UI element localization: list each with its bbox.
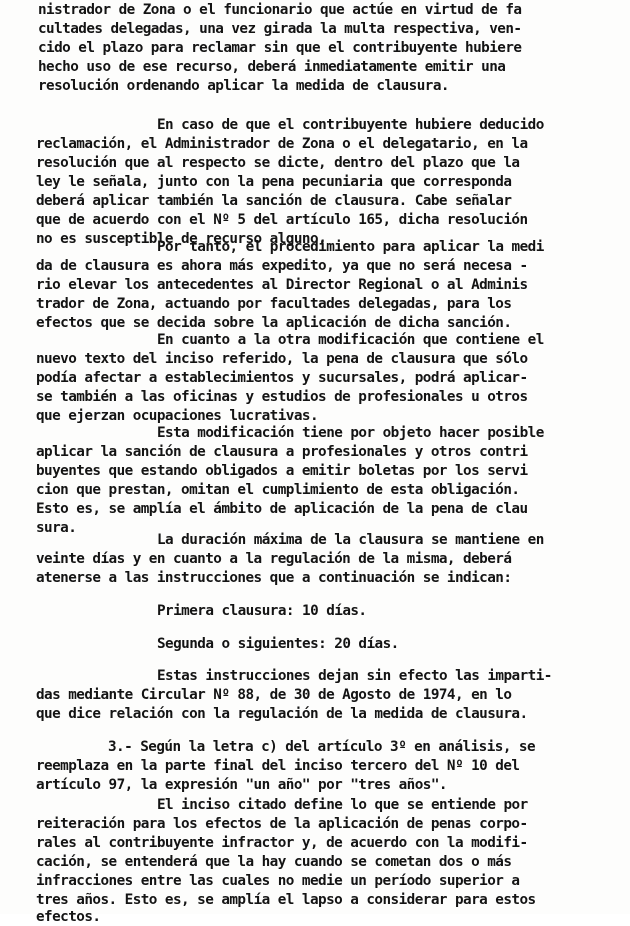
text-line: cido el plazo para reclamar sin que el contribuyente hubiere	[38, 40, 522, 56]
text-line: cultades delegadas, una vez girada la multa respectiva, ven-	[38, 21, 522, 37]
text-line: se también a las oficinas y estudios de profesionales u otros	[36, 389, 528, 405]
text-line: tres años. Esto es, se amplía el lapso a considerar para estos	[36, 892, 536, 908]
text-line: 3.- Según la letra c) del artículo 3º en análisis, se	[108, 739, 536, 755]
text-line: En cuanto a la otra modificación que contiene el	[157, 332, 544, 348]
text-line: da de clausura es ahora más expedito, ya que no será necesa -	[36, 258, 528, 274]
text-line: Primera clausura: 10 días.	[157, 603, 367, 619]
text-line: Segunda o siguientes: 20 días.	[157, 636, 399, 652]
text-line: no es susceptible de recurso alguno.	[36, 231, 327, 247]
text-line: deberá aplicar también la sanción de clausura. Cabe señalar	[36, 193, 512, 209]
text-line: das mediante Circular Nº 88, de 30 de Agosto de 1974, en lo	[36, 687, 512, 703]
text-line: efectos.	[36, 909, 101, 925]
text-line: resolución que al respecto se dicte, dentro del plazo que la	[36, 155, 520, 171]
text-line: reclamación, el Administrador de Zona o el delegatario, en la	[36, 136, 528, 152]
text-line: reemplaza en la parte final del inciso tercero del Nº 10 del	[36, 758, 520, 774]
text-line: rales al contribuyente infractor y, de acuerdo con la modifi-	[36, 835, 528, 851]
text-line: Esta modificación tiene por objeto hacer posible	[157, 425, 544, 441]
text-line: Estas instrucciones dejan sin efecto las imparti-	[157, 668, 552, 684]
text-line: Por tanto, el procedimiento para aplicar la medi	[157, 239, 544, 255]
text-line: sura.	[36, 520, 77, 536]
text-line: ley le señala, junto con la pena pecuniaria que corresponda	[36, 174, 512, 190]
text-line: que de acuerdo con el Nº 5 del artículo 165, dicha resolución	[36, 212, 528, 228]
text-line: efectos que se decida sobre la aplicación de dicha sanción.	[36, 315, 512, 331]
text-line: buyentes que estando obligados a emitir boletas por los servi	[36, 463, 528, 479]
text-line: cion que prestan, omitan el cumplimiento de esta obligación.	[36, 482, 520, 498]
text-line: podía afectar a establecimientos y sucursales, podrá aplicar-	[36, 370, 528, 386]
text-line: reiteración para los efectos de la aplicación de penas corpo-	[36, 816, 528, 832]
text-line: nuevo texto del inciso referido, la pena de clausura que sólo	[36, 351, 528, 367]
text-line: En caso de que el contribuyente hubiere deducido	[157, 117, 544, 133]
text-line: artículo 97, la expresión "un año" por "tres años".	[36, 777, 447, 793]
text-line: veinte días y en cuanto a la regulación de la misma, deberá	[36, 551, 512, 567]
text-line: trador de Zona, actuando por facultades delegadas, para los	[36, 296, 512, 312]
text-line: cación, se entenderá que la hay cuando se cometan dos o más	[36, 854, 512, 870]
text-line: atenerse a las instrucciones que a continuación se indican:	[36, 570, 512, 586]
text-line: Esto es, se amplía el ámbito de aplicación de la pena de clau	[36, 501, 528, 517]
text-line: que dice relación con la regulación de la medida de clausura.	[36, 706, 528, 722]
text-line: aplicar la sanción de clausura a profesionales y otros contri	[36, 444, 528, 460]
text-line: infracciones entre las cuales no medie un período superior a	[36, 873, 520, 889]
text-line: nistrador de Zona o el funcionario que actúe en virtud de fa	[38, 2, 522, 18]
text-line: hecho uso de ese recurso, deberá inmediatamente emitir una	[38, 59, 506, 75]
text-line: resolución ordenando aplicar la medida de clausura.	[38, 78, 449, 94]
text-line: El inciso citado define lo que se entiende por	[157, 797, 528, 813]
text-line: rio elevar los antecedentes al Director Regional o al Adminis	[36, 277, 528, 293]
text-line: La duración máxima de la clausura se mantiene en	[157, 532, 544, 548]
text-line: que ejerzan ocupaciones lucrativas.	[36, 408, 319, 424]
